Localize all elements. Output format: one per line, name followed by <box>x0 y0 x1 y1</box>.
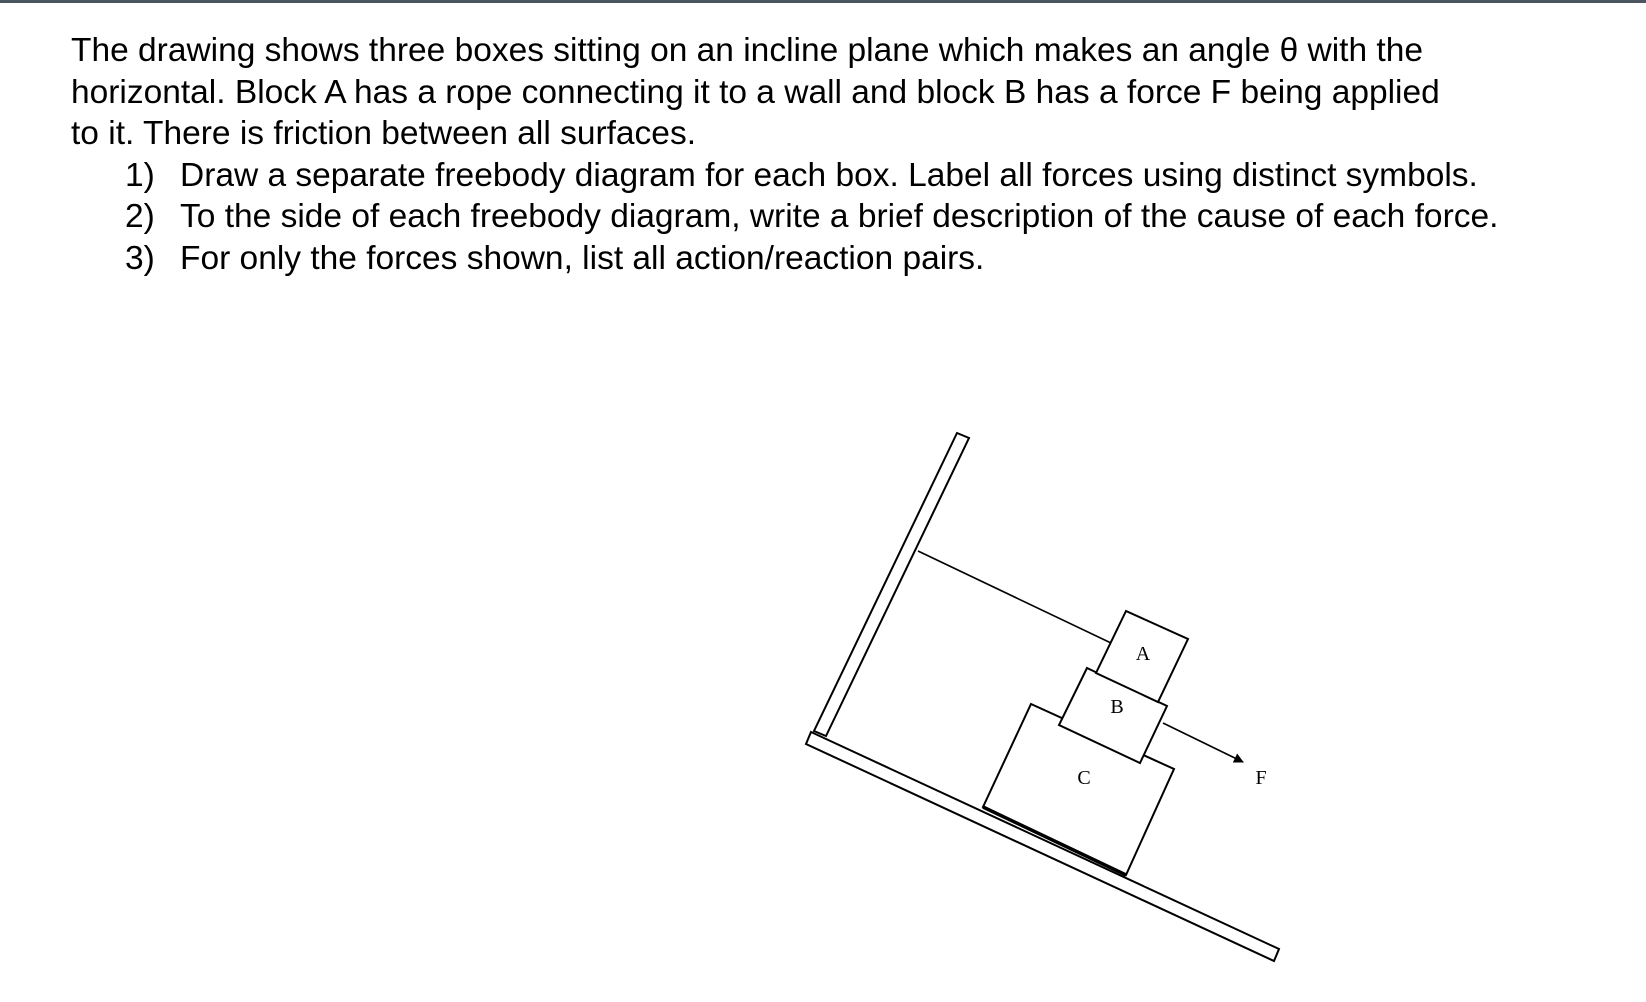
task-number: 2) <box>125 198 155 235</box>
force-label: F <box>1255 767 1267 789</box>
task-text: Draw a separate freebody diagram for each box. Label all forces using distinct symbols. <box>180 156 1478 194</box>
block-b-label: B <box>1110 696 1124 718</box>
force-arrow <box>1163 723 1243 762</box>
rope <box>918 551 1111 643</box>
task-text: For only the forces shown, list all action/reaction pairs. <box>180 239 985 277</box>
block-c-label: C <box>1077 767 1091 789</box>
task-number: 3) <box>125 239 155 277</box>
block-a-label: A <box>1135 643 1151 665</box>
problem-intro: The drawing shows three boxes sitting on an incline plane which makes an angle θ with the horizontal. Block A has a rope connecting it to a wall and block B has a force F being applied to it. There is friction between all surfaces. <box>71 32 1440 152</box>
wall <box>814 433 969 736</box>
task-text: To the side of each freebody diagram, write a brief description of the cause of each force. <box>180 198 1499 235</box>
task-number: 1) <box>125 156 155 194</box>
